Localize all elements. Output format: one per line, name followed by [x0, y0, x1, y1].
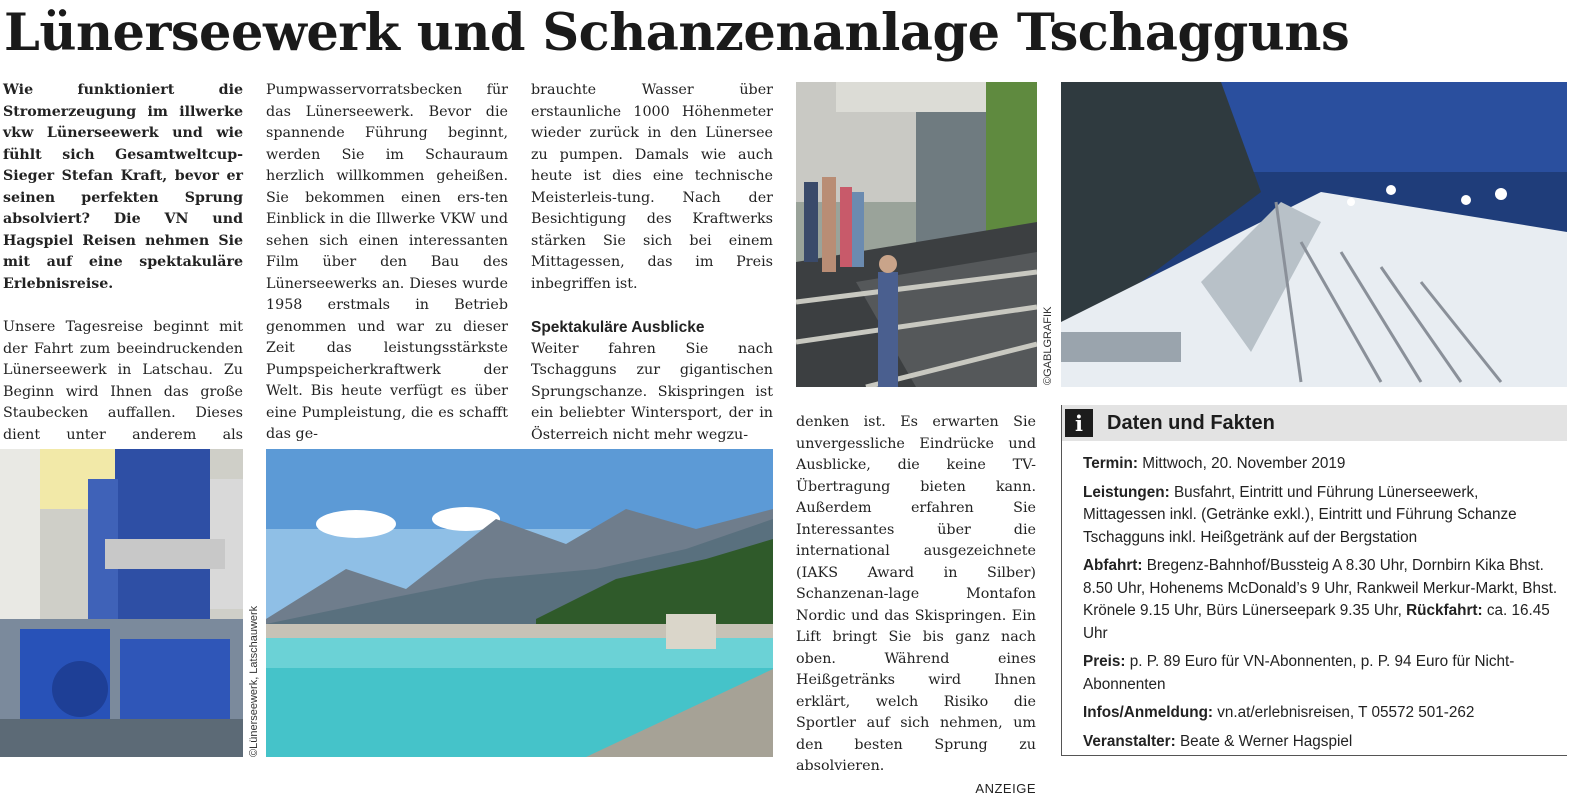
- fact-label: Preis:: [1083, 653, 1126, 670]
- fact-label: Termin:: [1083, 455, 1138, 472]
- advertisement-label: ANZEIGE: [975, 778, 1036, 799]
- subheading: Spektakuläre Ausblicke: [531, 317, 773, 339]
- fact-item-abfahrt: [1083, 555, 1563, 645]
- fact-label: Leistungen:: [1083, 484, 1170, 501]
- photo-credit: ©GABLGRAFIK: [1042, 307, 1054, 385]
- fact-text: p. P. 89 Euro für VN-Abonnenten, p. P. 94 Euro für Nicht-Abonnenten: [1083, 653, 1514, 693]
- fact-item-infos: [1083, 702, 1563, 725]
- article-column-3: [531, 80, 773, 446]
- body-paragraph: Pumpwasservorratsbecken für das Lünerseewerk. Bevor die spannende Führung beginnt, werden Sie im Schauraum herzlich willkommen geheißen. Sie bekommen einen ers-ten Einblick in die Illwerke VKW und sehen sich einen interessanten Film über den Bau des Lünerseewerks an. Dieses wurde 1958 erstmals in Betrieb genommen und war zu dieser Zeit das leistungsstärkste Pumpspeicherkraftwerk der Welt. Bis heute verfügt es über eine Pumpleistung, die es schafft das ge-: [266, 80, 508, 446]
- ski-jump-photo: [1061, 82, 1567, 387]
- fact-label: Infos/Anmeldung:: [1083, 704, 1213, 721]
- body-paragraph: denken ist. Es erwarten Sie unvergessliche Eindrücke und Ausblicke, die keine TV-Übertragung bieten kann. Außerdem erfahren Sie Interessantes über die international ausgezeichnete (IAKS Award in Silber) Schanzenan-lage Montafon Nordic und das Skispringen. Ein Lift bringt Sie bis ganz nach oben. Während eines Heißgetränks wird Ihnen erklärt, welch Risiko die Sportler auf sich nehmen, um den besten Sprung zu absolvieren.: [796, 412, 1036, 778]
- fact-label: Rückfahrt:: [1406, 602, 1483, 619]
- fact-item-preis: [1083, 651, 1563, 696]
- fact-item-leistungen: [1083, 482, 1563, 550]
- article-column-4: [796, 412, 1036, 799]
- fact-text: ca. 16.45 Uhr: [1083, 602, 1550, 642]
- fact-text: vn.at/erlebnisreisen, T 05572 501-262: [1217, 704, 1474, 721]
- fact-text: Beate & Werner Hagspiel: [1180, 733, 1352, 750]
- fact-item-veranstalter: [1083, 731, 1563, 754]
- fact-text: Mittwoch, 20. November 2019: [1142, 455, 1345, 472]
- fact-label: Veranstalter:: [1083, 733, 1176, 750]
- article-column-2: [266, 80, 508, 446]
- article-column-1: [3, 80, 243, 468]
- info-icon: i: [1065, 409, 1093, 437]
- fact-text: Busfahrt, Eintritt und Führung Lünerseewerk, Mittagessen inkl. (Getränke exkl.), Eintritt und Führung Schanze Tschagguns inkl. Heißgetränk auf der Bergstation: [1083, 484, 1517, 546]
- body-paragraph: Weiter fahren Sie nach Tschagguns zur gigantischen Sprungschanze. Skispringen ist ein beliebter Wintersport, der in Österreich nicht mehr wegzu-: [531, 339, 773, 447]
- fact-text: Bregenz-Bahnhof/Bussteig A 8.30 Uhr, Dornbirn Kika Bhst. 8.50 Uhr, Hohenems McDonald’s 9 Uhr, Rankweil Merkur-Markt, Bhst. Krönele 9.15 Uhr, Bürs Lünerseepark 9.35 Uhr,: [1083, 557, 1557, 619]
- power-station-photo: [0, 449, 243, 757]
- headline: Lünerseewerk und Schanzenanlage Tschagguns: [4, 2, 1574, 64]
- facts-list: [1062, 441, 1567, 753]
- reservoir-photo: [266, 449, 773, 757]
- body-paragraph: brauchte Wasser über erstaunliche 1000 Höhenmeter wieder zurück in den Lünersee zu pumpen. Damals wie auch heute ist dies eine technische Meisterleis-tung. Nach der Besichtigung des Kraftwerks stärken Sie sich bei einem Mittagessen, das im Preis inbegriffen ist.: [531, 80, 773, 295]
- facts-box: [1061, 405, 1567, 756]
- body-paragraph: Unsere Tagesreise beginnt mit der Fahrt zum beeindruckenden Lünerseewerk in Latschau. Zu Beginn wird Ihnen das große Staubecken auffallen. Dieses dient unter anderem als: [3, 317, 243, 468]
- photo-credit: ©Lünerseewerk, Latschauwerk: [248, 606, 260, 757]
- lead-paragraph: Wie funktioniert die Stromerzeugung im illwerke vkw Lünerseewerk und wie fühlt sich Gesamtweltcup-Sieger Stefan Kraft, bevor er seinen perfekten Sprung absolviert? Die VN und Hagspiel Reisen nehmen Sie mit auf eine spektakuläre Erlebnisreise.: [3, 80, 243, 295]
- visitors-photo: [796, 82, 1037, 387]
- fact-label: Abfahrt:: [1083, 557, 1142, 574]
- fact-item-termin: [1083, 453, 1563, 476]
- facts-header: [1062, 405, 1567, 441]
- facts-title: Daten und Fakten: [1107, 412, 1275, 435]
